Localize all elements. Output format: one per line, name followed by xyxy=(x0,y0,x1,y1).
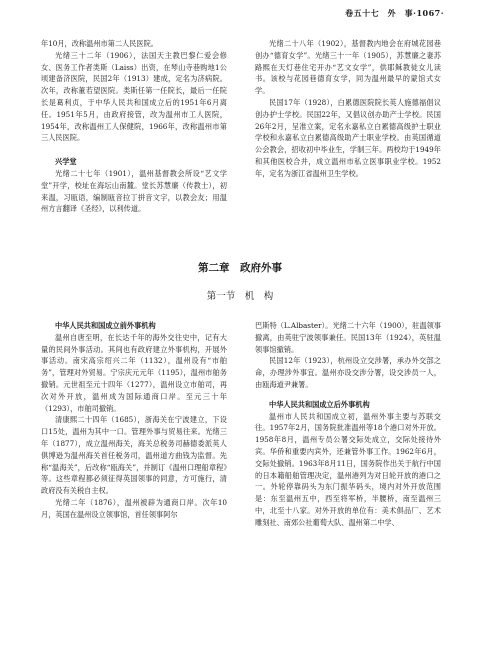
bottom-left-column xyxy=(41,320,227,521)
subheading: 中华人民共和国成立后外事机构 xyxy=(269,399,370,409)
subheading: 兴学堂 xyxy=(55,157,77,167)
chapter-title: 第二章 政府外事 xyxy=(198,262,282,274)
bottom-right-column xyxy=(255,320,441,529)
section-title: 第一节 机 构 xyxy=(206,291,274,302)
top-left-column xyxy=(41,38,227,215)
paragraph: 光绪三十二年（1906），法国天主教巴黎仁爱会修女、医务工作者类斯（Laiss）出资，在琴山寺巷购地1公顷建备济医院，民国2年（1913）建成，定名为济病院。次年，改称董若望医院。类斯任第一任院长，最后一任院长是葛利贞，于中华人民共和国成立后的1951年6月离任。1951年5月，由政府接管，改为温州市工人医院，1954年，改称温州工人保健院，1966年，改称温州市第三人民医院。 xyxy=(41,50,227,143)
paragraph: 巴斯特（L.Albaster）。光绪二十六年（1900），驻温领事撤离，由英驻宁波领事兼任。民国13年（1924），英驻温领事馆撤销。 xyxy=(255,321,441,354)
paragraph: 年10月，改称温州市第二人民医院。 xyxy=(41,39,158,48)
paragraph: 温州自唐至明，在长达千年的海外交往史中，记有大量的民间外事活动。其间也有政府建立外事机构，开展外事活动。南宋高宗绍兴二年（1132），温州设有“市舶务”，管理对外贸易。宁宗庆元元年（1195），温州市舶务撤销。元世祖至元十四年（1277），温州设立市舶司，再次对外开放，温州成为国际通商口岸。至元三十年（1293），市舶司撤销。 xyxy=(41,332,227,413)
top-right-column xyxy=(255,38,441,180)
subheading: 中华人民共和国成立前外事机构 xyxy=(55,321,156,330)
paragraph: 光绪二十七年（1901），温州基督教会所设“艺文学堂”开学，校址在海坛山南麓。堂长苏慧廉（传教士），初来温，习瓯语，编制瓯音拉丁拼音文字，以教会友；用温州方言翻译《圣经》，以利传道。 xyxy=(41,168,227,214)
paragraph: 温州市人民共和国成立初，温州外事主要与苏联交往。1957年2月，国务院批准温州等18个港口对外开放。1958年8月，温州专员公署交际处成立，交际处接待外宾。华侨和重要内宾外，还兼管外事工作。1962年6月，交际处撤销。1963年8月11日，国务院作出关于航行中国的日本籍船舶管理决定，温州港列为对日轮开放的港口之一。外轮停靠码头为东门振华码头，境内对外开放范围是：东至温州五中，西至将军桥，半腰桥，南至温州三中，北至十八家。对外开放的单位有：美术俱品厂、艺术雕刻社、南郊公社葡萄大队、温州第二中学、 xyxy=(255,411,441,527)
paragraph: 清康熙二十四年（1685），浙海关在宁波建立，下设口15处，温州为其中一口。管理外事与贸易往来。光绪三年（1877），成立温州海关，海关总税务司赫德委派英人俱博逊为温州海关首任税务司，温州道方曲钱为监督。先称“温海关”，后改称“瓯海关”，并制订《温州口理船章程》等。这些章程都必须征得英国领事的同意，方可施行，清政府没有关税自主权。 xyxy=(41,415,227,496)
paragraph: 光绪二年（1876），温州被辟为通商口岸。次年10月，英国在温州设立领事馆，首任领事阿尔 xyxy=(41,497,227,519)
page-header: 卷五十七 外 事·1067· xyxy=(345,8,444,18)
paragraph: 民国12年（1923），杭州设立交涉署，承办外交部之命，办理涉外事宜。温州亦设交涉分署，设交涉员一人，由瓯海道尹兼署。 xyxy=(255,356,441,389)
paragraph: 民国17年（1928），白累德医院院长英人施德福倡议创办护士学校。民国22年，又倡议创办助产士学校。民国26年2月，呈准立案，定名永嘉私立白累德高级护士职业学校和永嘉私立白累德高级助产士职业学校。由英国循道公会教会，招收初中毕业生，学制三年。两校均于1949年和其他医校合并，成立温州市私立医事职业学校。1952年，定名为浙江省温州卫生学校。 xyxy=(255,97,441,178)
paragraph: 光绪二十八年（1902），基督教内地会在府城花园巷创办“德育女学”。光绪三十一年（1905），苏慧廉之妻苏路熙在天灯巷住宅开办“艺文女学”，供耶稣教徒女儿读书。该校与花园巷德育女学，同为温州最早的蒙馆式女学。 xyxy=(255,39,441,96)
